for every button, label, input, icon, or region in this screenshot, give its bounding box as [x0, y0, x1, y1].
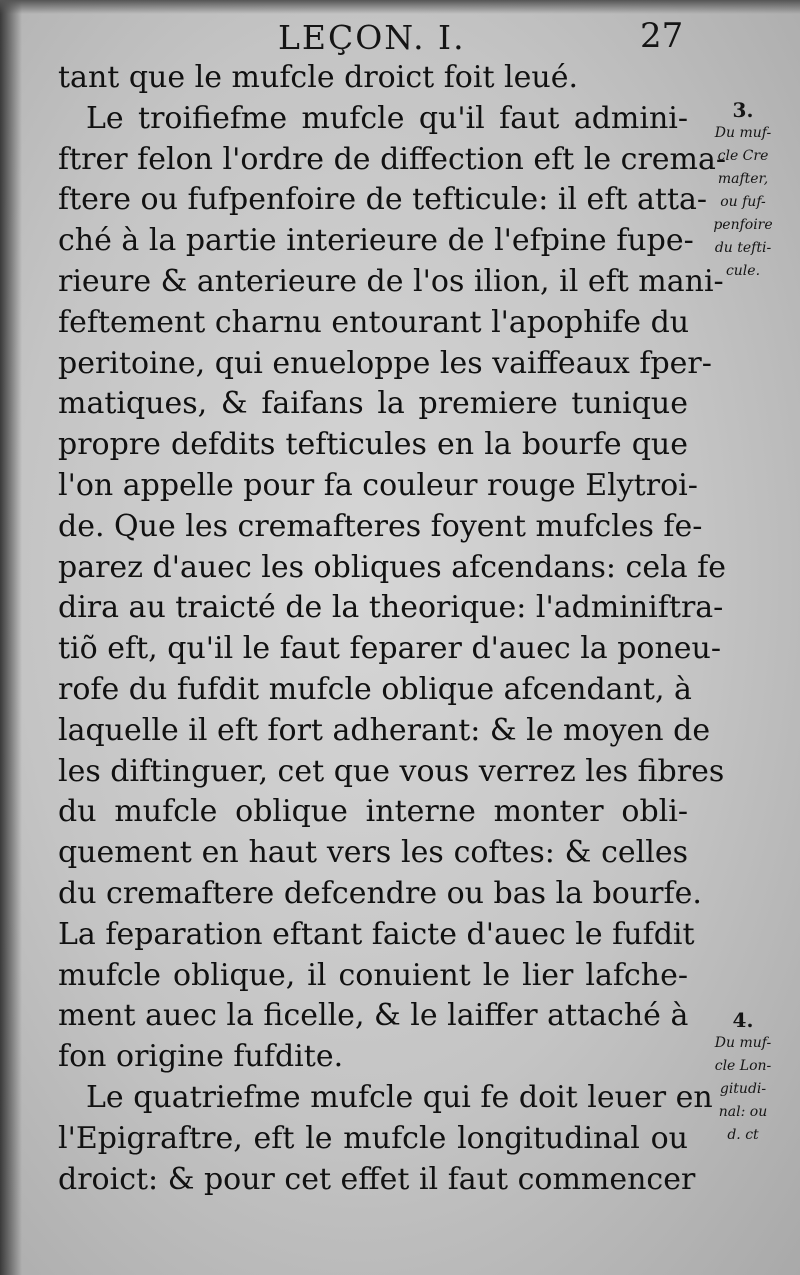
margin-note-number: 4. — [732, 1008, 754, 1032]
text-line: rieure & anterieure de l'os ilion, il eft mani- — [58, 263, 724, 299]
margin-note-line: mafter, — [717, 171, 769, 187]
text-line: ché à la partie interieure de l'efpine fupe- — [58, 223, 694, 259]
text-line: du mufcle oblique interne monter obli- — [58, 794, 688, 830]
running-head: LEÇON. I. — [278, 18, 466, 57]
text-line: l'Epigraftre, eft le mufcle longitudinal ou — [58, 1120, 688, 1156]
margin-note-line: du tefti- — [714, 240, 772, 256]
text-line: les diftinguer, cet que vous verrez les fibres — [58, 753, 725, 789]
text-line: ftere ou fufpenfoire de tefticule: il eft atta- — [58, 182, 708, 218]
text-line: Le quatriefme mufcle qui fe doit leuer en — [86, 1079, 713, 1115]
margin-note-line: penfoire — [713, 217, 773, 233]
text-line: mufcle oblique, il conuient le lier lafche- — [58, 957, 688, 993]
text-line: propre defdits tefticules en la bourfe que — [58, 427, 688, 463]
text-line: ftrer felon l'ordre de diffection eft le crema- — [58, 141, 727, 177]
margin-note-line: cle Cre — [717, 148, 769, 164]
margin-note-line: Du muf- — [714, 1035, 772, 1051]
text-line: dira au traicté de la theorique: l'adminiftra- — [58, 590, 724, 626]
text-line: La feparation eftant faicte d'auec le fufdit — [58, 916, 695, 952]
text-line: fon origine fufdite. — [58, 1039, 344, 1075]
page-gutter-shadow — [0, 0, 22, 1275]
text-line: Le troifiefme mufcle qu'il faut admini- — [86, 100, 688, 136]
margin-note-line: cule. — [725, 263, 761, 279]
page-header — [0, 14, 800, 58]
text-line: parez d'auec les obliques afcendans: cela fe — [58, 549, 726, 585]
margin-note-line: d. ct — [727, 1127, 759, 1143]
page-number: 27 — [640, 16, 684, 56]
margin-note-line: gitudi- — [719, 1081, 767, 1097]
margin-note-cremaster — [690, 98, 796, 283]
text-line: tiõ eft, qu'il le faut feparer d'auec la poneu- — [58, 631, 722, 667]
margin-note-line: Du muf- — [714, 125, 772, 141]
text-line: feftement charnu entourant l'apophife du — [58, 304, 690, 340]
text-line: quement en haut vers les coftes: & celles — [58, 835, 688, 871]
text-line: l'on appelle pour fa couleur rouge Elytroi- — [58, 467, 698, 503]
body-text — [58, 58, 727, 1200]
text-line: laquelle il eft fort adherant: & le moyen de — [58, 712, 711, 748]
margin-note-number: 3. — [732, 98, 754, 122]
margin-note-longitudinal — [690, 1008, 796, 1147]
text-line: droict: & pour cet effet il faut commencer — [58, 1161, 696, 1197]
text-line: ment auec la ficelle, & le laiffer attaché à — [58, 998, 689, 1034]
margin-note-line: nal: ou — [718, 1104, 768, 1120]
text-line: rofe du fufdit mufcle oblique afcendant, à — [58, 671, 692, 707]
text-line: du cremaftere defcendre ou bas la bourfe. — [58, 875, 702, 911]
page-top-shadow — [0, 0, 800, 14]
text-line: matiques, & faifans la premiere tunique — [58, 386, 688, 422]
text-line: de. Que les cremafteres foyent mufcles fe- — [58, 508, 703, 544]
text-line: peritoine, qui enueloppe les vaiffeaux fper- — [58, 345, 712, 381]
margin-note-line: ou fuf- — [720, 194, 766, 210]
text-line: tant que le mufcle droict foit leué. — [58, 60, 579, 95]
margin-note-line: cle Lon- — [714, 1058, 772, 1074]
